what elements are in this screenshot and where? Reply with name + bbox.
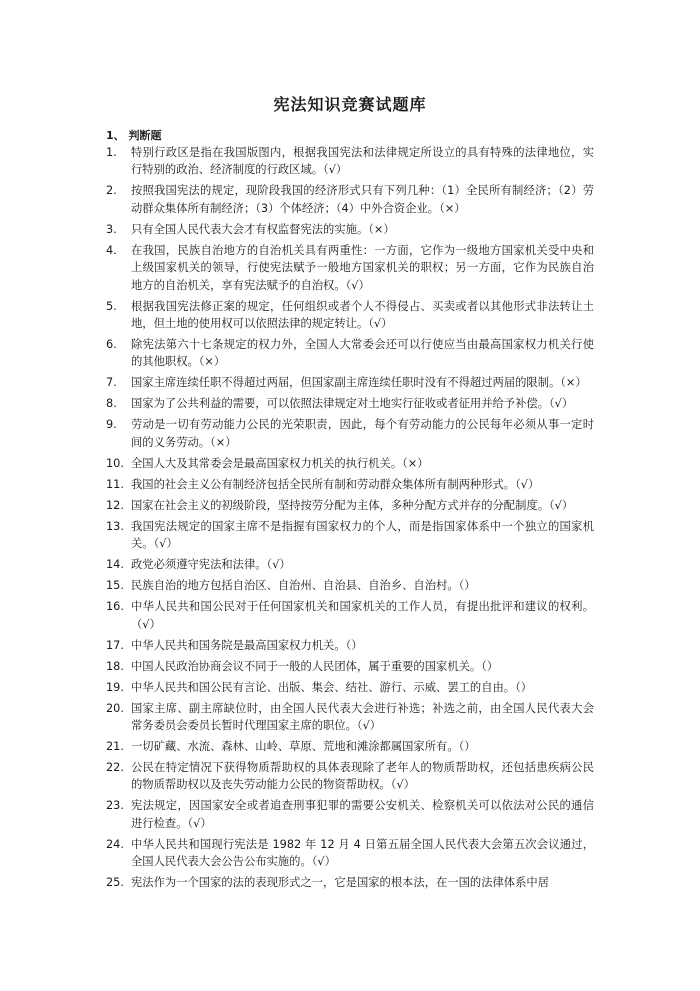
question-text: 政党必须遵守宪法和法律。（√） [131,558,291,572]
question-text: 国家主席、副主席缺位时，由全国人民代表大会进行补选；补选之前，由全国人民代表大会常务委员会委员长暂时代理国家主席的职位。（√） [131,701,594,733]
question-text: 中华人民共和国务院是最高国家权力机关。（） [131,638,363,652]
question-item [106,658,594,675]
question-item [106,874,594,891]
question-item [106,182,594,217]
question-number: 7. [106,376,117,390]
question-text: 国家主席连续任职不得超过两届，但国家副主席连续任职时没有不得超过两届的限制。（×） [131,376,587,390]
question-item [106,577,594,594]
question-item [106,336,594,371]
section-heading: 1、 判断题 [106,129,162,142]
question-text: 中华人民共和国公民有言论、出版、集会、结社、游行、示威、罢工的自由。（） [131,680,533,694]
question-text: 民族自治的地方包括自治区、自治州、自治县、自治乡、自治村。（） [131,579,476,593]
question-item [106,556,594,573]
question-text: 中国人民政治协商会议不同于一般的人民团体，属于重要的国家机关。（） [131,659,499,673]
question-text: 国家在社会主义的初级阶段，坚持按劳分配为主体，多种分配方式并存的分配制度。（√） [131,498,574,512]
question-number: 9. [106,418,117,432]
question-text: 宪法作为一个国家的法的表现形式之一，它是国家的根本法，在一国的法律体系中居 [131,876,549,890]
question-text: 全国人大及其常委会是最高国家权力机关的执行机关。（×） [131,456,429,470]
question-item [106,298,594,333]
question-number: 14. [106,558,124,572]
question-number: 24. [106,837,124,851]
question-item [106,416,594,451]
question-item [106,144,594,179]
question-number: 3. [106,222,117,236]
question-number: 11. [106,477,124,491]
question-number: 17. [106,638,124,652]
question-number: 21. [106,740,124,754]
question-number: 1. [106,146,117,159]
question-text: 我国的社会主义公有制经济包括全民所有制和劳动群众集体所有制两种形式。（√） [131,477,540,491]
question-item [106,598,594,633]
question-number: 8. [106,397,117,411]
question-item [106,836,594,871]
question-text: 宪法规定，因国家安全或者追查刑事犯罪的需要公安机关、检察机关可以依法对公民的通信进行检查。（√） [131,799,594,830]
question-number: 10. [106,456,124,470]
page-title: 宪法知识竞赛试题库 [273,95,427,114]
question-item [106,518,594,553]
question-number: 19. [106,680,124,694]
question-text: 中华人民共和国公民对于任何国家机关和国家机关的工作人员，有提出批评和建议的权利。（√） [131,600,594,631]
question-number: 2. [106,184,117,198]
question-text: 根据我国宪法修正案的规定，任何组织或者个人不得侵占、买卖或者以其他形式非法转让土地，但土地的使用权可以依照法律的规定转让。（√） [131,299,594,331]
question-item [106,637,594,654]
question-text: 在我国，民族自治地方的自治机关具有两重性：一方面，它作为一级地方国家机关受中央和上级国家机关的领导，行使宪法赋予一般地方国家机关的职权；另一方面，它作为民族自治地方的自治机关，享有宪法赋予的自治权。（√） [131,243,594,292]
question-number: 20. [106,701,124,715]
question-list [106,144,594,895]
question-number: 25. [106,876,124,890]
question-item [106,476,594,493]
question-item [106,374,594,391]
question-number: 18. [106,659,124,673]
question-text: 特别行政区是指在我国版图内，根据我国宪法和法律规定所设立的具有特殊的法律地位，实行特别的政治、经济制度的行政区域。（√） [131,146,594,177]
question-number: 13. [106,519,124,533]
question-text: 除宪法第六十七条规定的权力外，全国人大常委会还可以行使应当由最高国家权力机关行使的其他职权。（×） [131,338,594,369]
question-number: 5. [106,299,117,313]
question-text: 我国宪法规定的国家主席不是指握有国家权力的个人，而是指国家体系中一个独立的国家机关。（√） [131,519,594,551]
question-item [106,738,594,755]
question-item [106,221,594,238]
question-item [106,455,594,472]
question-item [106,700,594,735]
question-item [106,497,594,514]
question-text: 只有全国人民代表大会才有权监督宪法的实施。（×） [131,222,395,236]
question-text: 中华人民共和国现行宪法是 1982 年 12 月 4 日第五届全国人民代表大会第五次会议通过，全国人民代表大会公告公布实施的。（√） [131,837,594,869]
question-text: 公民在特定情况下获得物质帮助权的具体表现除了老年人的物质帮助权，还包括患疾病公民的物质帮助权以及丧失劳动能力公民的物资帮助权。（√） [131,761,594,792]
question-text: 国家为了公共利益的需要，可以依照法律规定对土地实行征收或者征用并给予补偿。（√） [131,397,574,411]
question-number: 15. [106,579,124,593]
question-item [106,759,594,794]
question-number: 4. [106,243,117,257]
question-text: 劳动是一切有劳动能力公民的光荣职责，因此，每个有劳动能力的公民每年必须从事一定时间的义务劳动。（×） [131,418,594,449]
question-number: 16. [106,600,124,614]
question-text: 按照我国宪法的规定，现阶段我国的经济形式只有下列几种：（1）全民所有制经济；（2）劳动群众集体所有制经济；（3）个体经济；（4）中外合资企业。（×） [131,184,594,215]
question-number: 22. [106,761,124,775]
question-item [106,797,594,832]
question-text: 一切矿藏、水流、森林、山岭、草原、荒地和滩涂都属国家所有。（） [131,740,476,754]
question-item [106,242,594,294]
question-number: 23. [106,799,124,813]
question-number: 6. [106,338,117,352]
question-item [106,395,594,412]
question-item [106,679,594,696]
question-number: 12. [106,498,124,512]
